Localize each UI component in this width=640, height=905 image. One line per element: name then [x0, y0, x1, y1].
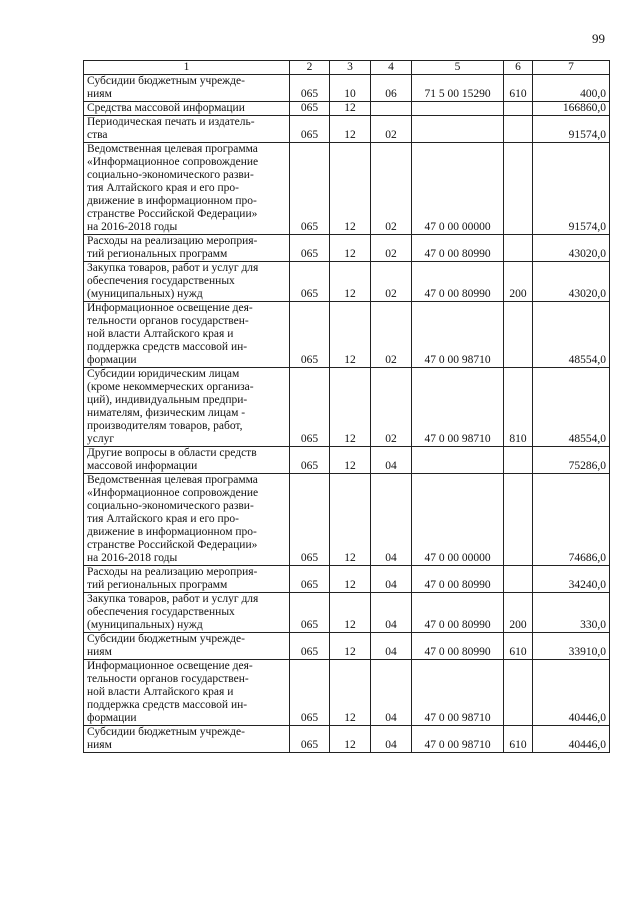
ministry-code-cell: 065	[290, 235, 330, 262]
item-name-text: Периодическая печать и издатель- ства	[87, 116, 255, 141]
table-row	[84, 633, 610, 660]
target-article-cell: 47 0 00 98710	[412, 660, 504, 726]
item-name-cell	[84, 368, 290, 447]
subsection-cell: 02	[371, 302, 412, 368]
ministry-code-cell: 065	[290, 593, 330, 633]
item-name-text: Ведомственная целевая программа «Информационное сопровождение социально-экономического разви- тия Алтайского края и его про- движение в информационном про- странстве Российской Федерации» на 2016-2018 годы	[87, 474, 259, 564]
item-name-text: Субсидии бюджетным учрежде- ниям	[87, 726, 245, 751]
section-cell: 10	[330, 75, 371, 102]
table-row	[84, 368, 610, 447]
expense-type-cell: 610	[504, 633, 533, 660]
section-cell: 12	[330, 302, 371, 368]
target-article-cell: 47 0 00 00000	[412, 474, 504, 566]
column-header: 3	[330, 61, 371, 75]
ministry-code-cell: 065	[290, 143, 330, 235]
item-name-cell	[84, 235, 290, 262]
expense-type-cell: 610	[504, 726, 533, 753]
subsection-cell: 04	[371, 593, 412, 633]
ministry-code-cell: 065	[290, 368, 330, 447]
ministry-code-cell: 065	[290, 75, 330, 102]
ministry-code-cell: 065	[290, 116, 330, 143]
item-name-text: Другие вопросы в области средств массовой информации	[87, 447, 257, 472]
subsection-cell: 04	[371, 447, 412, 474]
expense-type-cell	[504, 447, 533, 474]
subsection-cell: 02	[371, 143, 412, 235]
item-name-text: Ведомственная целевая программа «Информационное сопровождение социально-экономического разви- тия Алтайского края и его про- движение в информационном про- странстве Российской Федерации» на 2016-2018 годы	[87, 143, 259, 233]
section-cell: 12	[330, 368, 371, 447]
amount-cell: 400,0	[533, 75, 610, 102]
expense-type-cell	[504, 143, 533, 235]
expense-type-cell: 610	[504, 75, 533, 102]
item-name-text: Средства массовой информации	[87, 102, 245, 114]
section-cell: 12	[330, 660, 371, 726]
item-name-cell	[84, 116, 290, 143]
item-name-text: Субсидии бюджетным учрежде- ниям	[87, 633, 245, 658]
item-name-cell	[84, 302, 290, 368]
ministry-code-cell: 065	[290, 633, 330, 660]
target-article-cell: 47 0 00 80990	[412, 633, 504, 660]
item-name-text: Расходы на реализацию мероприя- тий региональных программ	[87, 566, 258, 591]
amount-cell: 48554,0	[533, 368, 610, 447]
table-row	[84, 262, 610, 302]
table-row	[84, 116, 610, 143]
subsection-cell: 02	[371, 235, 412, 262]
table-row	[84, 593, 610, 633]
subsection-cell: 04	[371, 660, 412, 726]
amount-cell: 43020,0	[533, 262, 610, 302]
target-article-cell: 47 0 00 98710	[412, 302, 504, 368]
table-row	[84, 566, 610, 593]
expense-type-cell: 200	[504, 593, 533, 633]
expense-type-cell	[504, 302, 533, 368]
target-article-cell: 47 0 00 80990	[412, 593, 504, 633]
subsection-cell: 06	[371, 75, 412, 102]
table-row	[84, 75, 610, 102]
page-number: 99	[592, 31, 605, 46]
amount-cell: 91574,0	[533, 116, 610, 143]
section-cell: 12	[330, 235, 371, 262]
amount-cell: 34240,0	[533, 566, 610, 593]
expense-type-cell	[504, 235, 533, 262]
item-name-text: Информационное освещение дея- тельности органов государствен- ной власти Алтайского края и поддержка средств массовой ин- формации	[87, 660, 253, 724]
item-name-text: Расходы на реализацию мероприя- тий региональных программ	[87, 235, 258, 260]
column-header: 1	[84, 61, 290, 75]
table-row	[84, 235, 610, 262]
item-name-text: Субсидии бюджетным учрежде- ниям	[87, 75, 245, 100]
item-name-cell	[84, 726, 290, 753]
target-article-cell: 71 5 00 15290	[412, 75, 504, 102]
target-article-cell: 47 0 00 80990	[412, 235, 504, 262]
section-cell: 12	[330, 566, 371, 593]
target-article-cell: 47 0 00 98710	[412, 726, 504, 753]
table-row	[84, 474, 610, 566]
expense-type-cell	[504, 660, 533, 726]
subsection-cell: 02	[371, 368, 412, 447]
target-article-cell: 47 0 00 00000	[412, 143, 504, 235]
target-article-cell	[412, 447, 504, 474]
ministry-code-cell: 065	[290, 102, 330, 116]
item-name-cell	[84, 593, 290, 633]
column-header: 4	[371, 61, 412, 75]
subsection-cell: 02	[371, 262, 412, 302]
amount-cell: 43020,0	[533, 235, 610, 262]
expense-type-cell	[504, 116, 533, 143]
budget-table	[83, 60, 610, 753]
table-row	[84, 102, 610, 116]
amount-cell: 74686,0	[533, 474, 610, 566]
amount-cell: 166860,0	[533, 102, 610, 116]
column-header: 6	[504, 61, 533, 75]
expense-type-cell: 810	[504, 368, 533, 447]
section-cell: 12	[330, 633, 371, 660]
ministry-code-cell: 065	[290, 302, 330, 368]
ministry-code-cell: 065	[290, 447, 330, 474]
item-name-cell	[84, 102, 290, 116]
section-cell: 12	[330, 262, 371, 302]
column-header: 5	[412, 61, 504, 75]
target-article-cell: 47 0 00 80990	[412, 262, 504, 302]
ministry-code-cell: 065	[290, 566, 330, 593]
column-header: 2	[290, 61, 330, 75]
subsection-cell: 04	[371, 726, 412, 753]
amount-cell: 48554,0	[533, 302, 610, 368]
section-cell: 12	[330, 447, 371, 474]
item-name-text: Информационное освещение дея- тельности органов государствен- ной власти Алтайского края и поддержка средств массовой ин- формации	[87, 302, 253, 366]
ministry-code-cell: 065	[290, 262, 330, 302]
table-header-row	[84, 61, 610, 75]
expense-type-cell	[504, 566, 533, 593]
amount-cell: 330,0	[533, 593, 610, 633]
target-article-cell	[412, 102, 504, 116]
expense-type-cell	[504, 474, 533, 566]
target-article-cell	[412, 116, 504, 143]
ministry-code-cell: 065	[290, 660, 330, 726]
subsection-cell: 04	[371, 566, 412, 593]
item-name-cell	[84, 262, 290, 302]
item-name-cell	[84, 75, 290, 102]
amount-cell: 40446,0	[533, 660, 610, 726]
subsection-cell	[371, 102, 412, 116]
item-name-cell	[84, 660, 290, 726]
item-name-cell	[84, 143, 290, 235]
item-name-text: Закупка товаров, работ и услуг для обеспечения государственных (муниципальных) нужд	[87, 593, 259, 631]
ministry-code-cell: 065	[290, 726, 330, 753]
amount-cell: 40446,0	[533, 726, 610, 753]
target-article-cell: 47 0 00 80990	[412, 566, 504, 593]
section-cell: 12	[330, 726, 371, 753]
item-name-cell	[84, 566, 290, 593]
item-name-cell	[84, 633, 290, 660]
table-row	[84, 726, 610, 753]
table-row	[84, 660, 610, 726]
item-name-text: Закупка товаров, работ и услуг для обеспечения государственных (муниципальных) нужд	[87, 262, 259, 300]
table-body	[84, 75, 610, 753]
subsection-cell: 04	[371, 633, 412, 660]
section-cell: 12	[330, 102, 371, 116]
column-header: 7	[533, 61, 610, 75]
section-cell: 12	[330, 116, 371, 143]
expense-type-cell: 200	[504, 262, 533, 302]
section-cell: 12	[330, 143, 371, 235]
target-article-cell: 47 0 00 98710	[412, 368, 504, 447]
table-row	[84, 447, 610, 474]
amount-cell: 33910,0	[533, 633, 610, 660]
table-row	[84, 143, 610, 235]
amount-cell: 91574,0	[533, 143, 610, 235]
item-name-cell	[84, 474, 290, 566]
ministry-code-cell: 065	[290, 474, 330, 566]
item-name-cell	[84, 447, 290, 474]
amount-cell: 75286,0	[533, 447, 610, 474]
table-row	[84, 302, 610, 368]
subsection-cell: 04	[371, 474, 412, 566]
section-cell: 12	[330, 474, 371, 566]
expense-type-cell	[504, 102, 533, 116]
item-name-text: Субсидии юридическим лицам (кроме некоммерческих организа- ций), индивидуальным предпри- нимателям, физическим лицам - производителям товаров, работ, услуг	[87, 368, 254, 445]
subsection-cell: 02	[371, 116, 412, 143]
section-cell: 12	[330, 593, 371, 633]
